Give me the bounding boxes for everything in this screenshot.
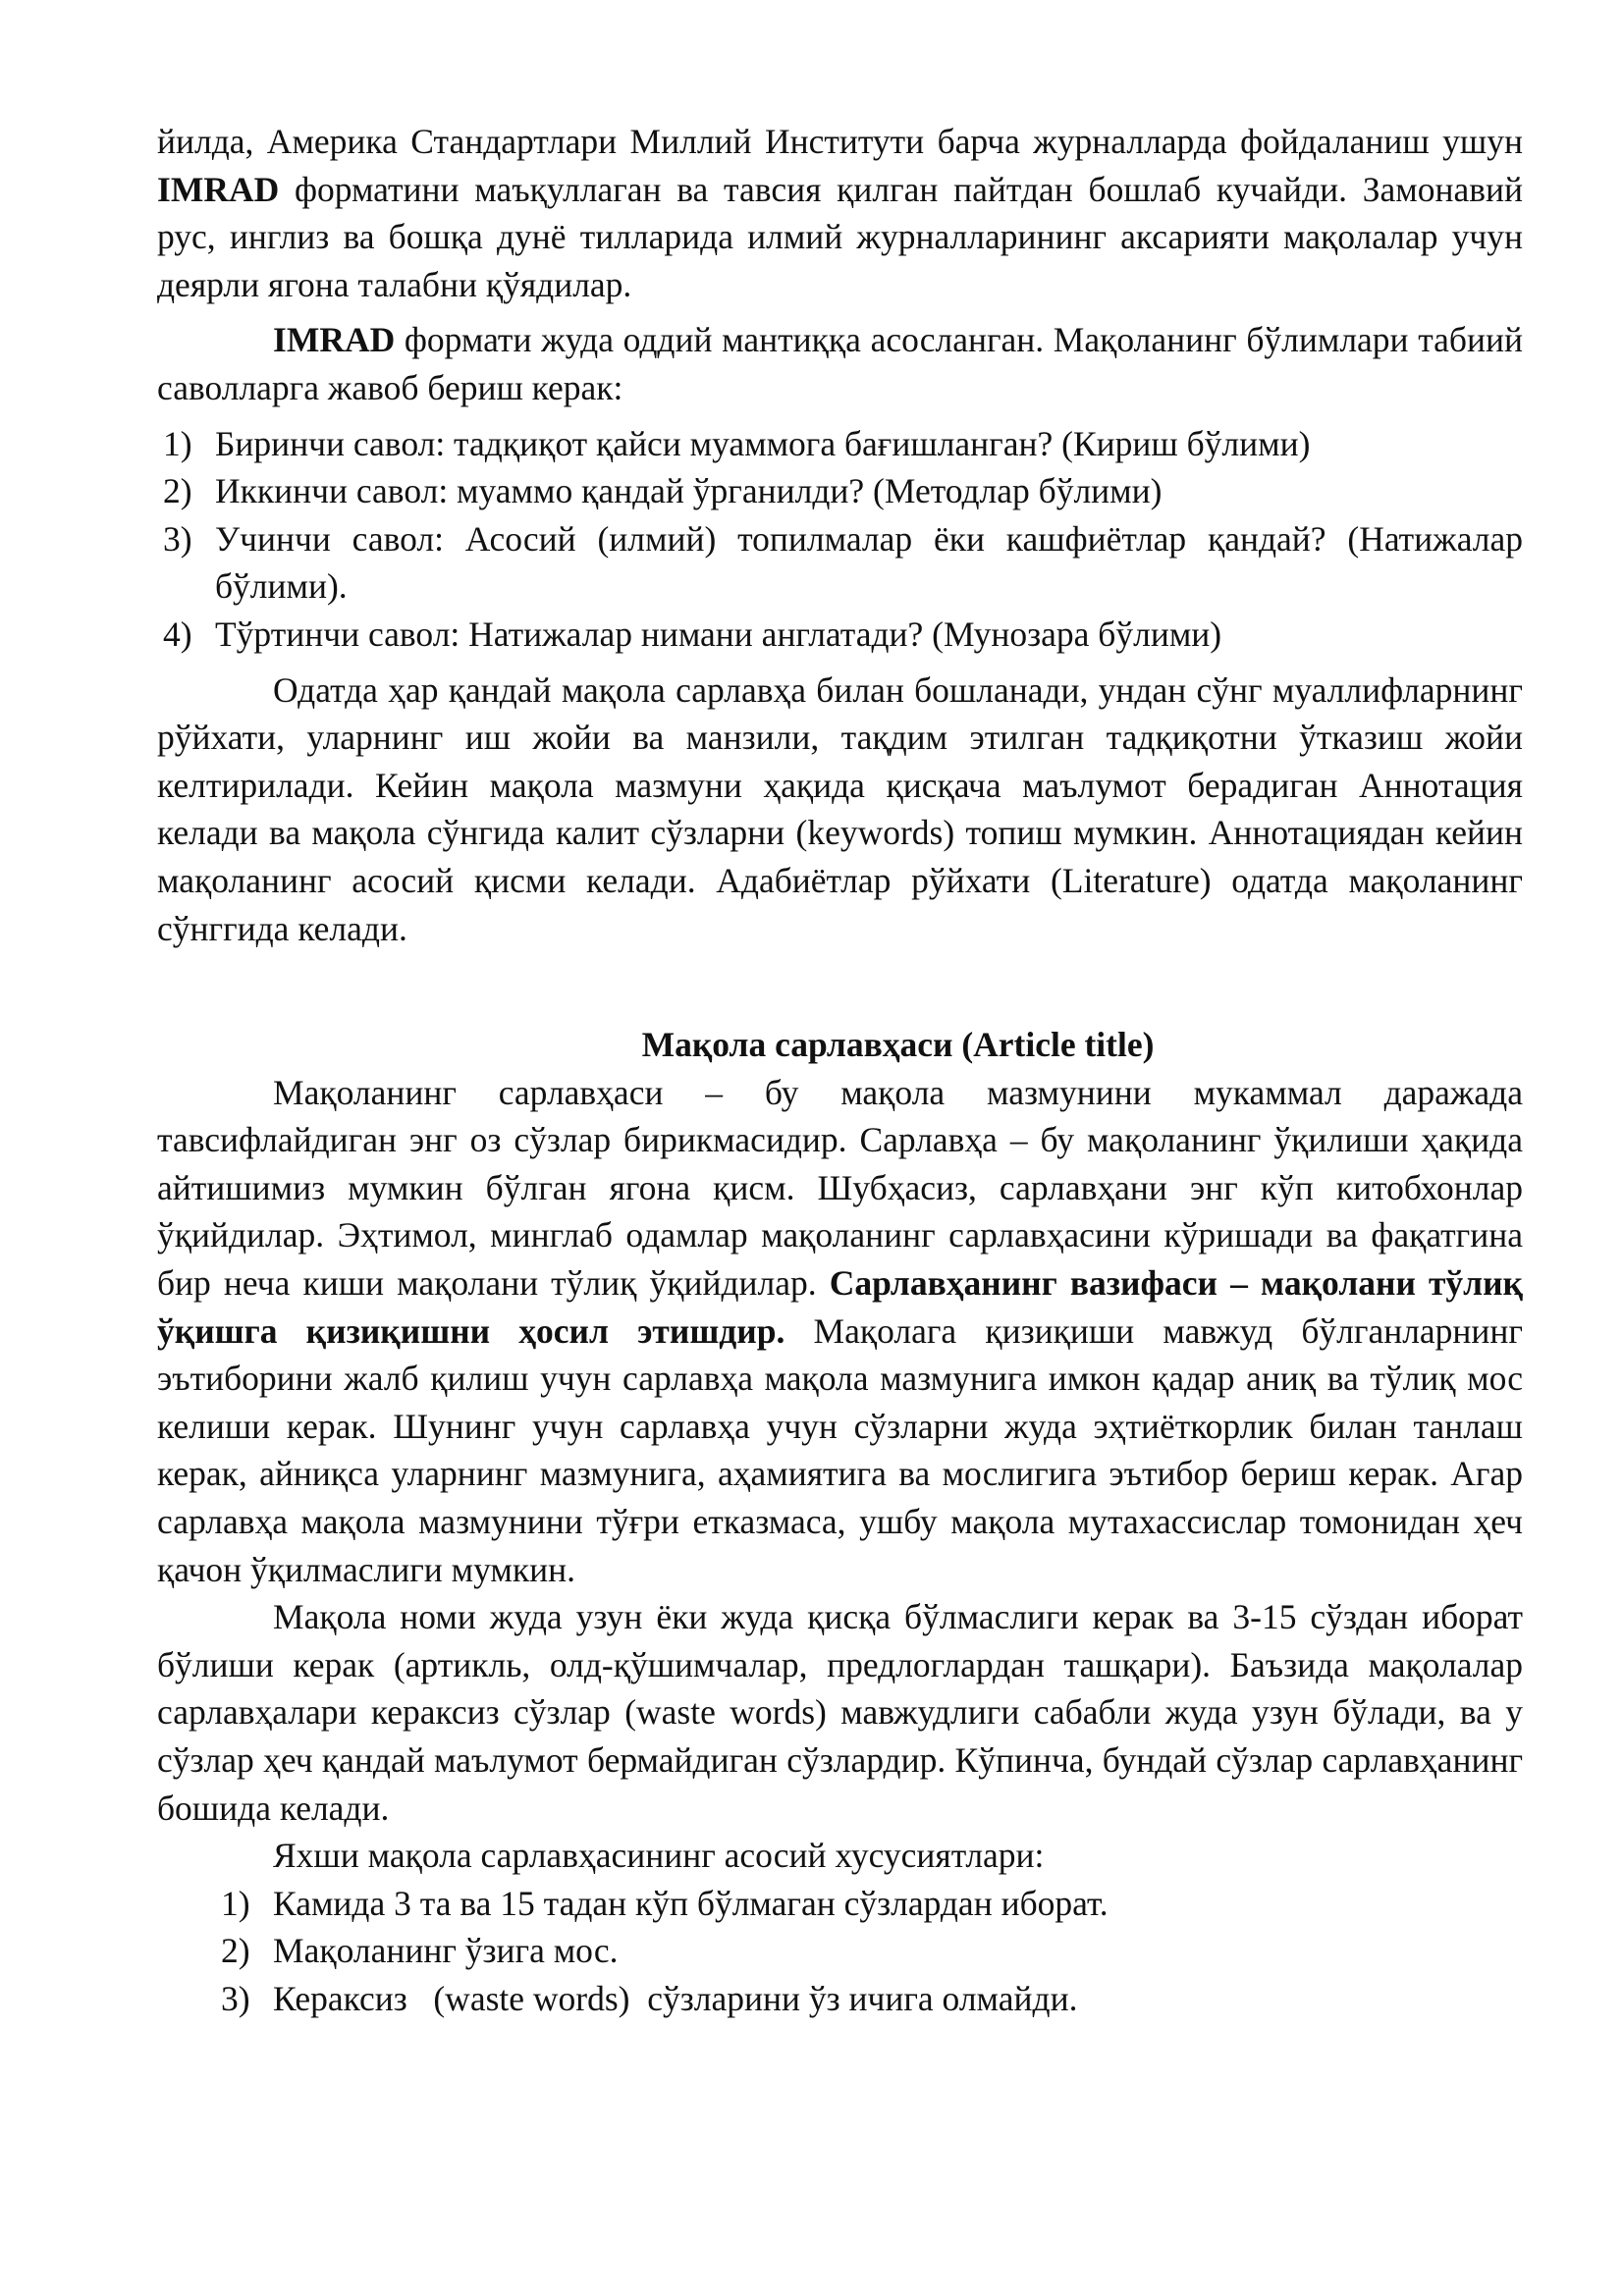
list-item-text: Кераксиз (waste words) сўзларини ўз ичига олмайди.	[273, 1978, 1078, 2018]
paragraph-text: Мақолага қизиқиши мавжуд бўлганларнинг эътиборини жалб қилиш учун сарлавҳа мақола мазмунига имкон қадар аниқ ва тўлиқ мос келиши керак. Шунинг учун сарлавҳа учун сўзларни жуда эҳтиёткорлик билан танлаш керак, айниқса уларнинг мазмунига, аҳамиятига ва мослигига эътибор бериш керак. Агар сарлавҳа мақола мазмунини тўғри етказмаса, ушбу мақола мутахассислар томонидан ҳеч қачон ўқилмаслиги мумкин.	[157, 1310, 1523, 1589]
list-item	[157, 1927, 1523, 1975]
list-item	[157, 420, 1523, 468]
paragraph-title-definition	[157, 1069, 1523, 1594]
list-number: 4)	[163, 614, 192, 654]
list-item-text: Иккинчи савол: муаммо қандай ўрганилди? (Методлар бўлими)	[215, 471, 1163, 511]
paragraph-text: форматини маъқуллаган ва тавсия қилган пайтдан бошлаб кучайди. Замонавий рус, инглиз ва бошқа дунё тилларида илмий журналларининг аксарияти мақолалар учун деярли ягона талабни қўядилар.	[157, 169, 1523, 304]
paragraph-article-structure: Одатда ҳар қандай мақола сарлавҳа билан бошланади, ундан сўнг муаллифларнинг рўйхати, уларнинг иш жойи ва манзили, тақдим этилган тадқиқотни ўтказиш жойи келтирилади. Кейин мақола мазмуни ҳақида қисқача маълумот берадиган Аннотация келади ва мақола сўнгида калит сўзларни (keywords) топиш мумкин. Аннотациядан кейин мақоланинг асосий қисми келади. Адабиётлар рўйхати (Literature) одатда мақоланинг сўнггида келади.	[157, 669, 1523, 948]
paragraph-text: формати жуда оддий мантиққа асосланган. Мақоланинг бўлимлари табиий саволларга жавоб бериш керак:	[157, 320, 1523, 407]
list-item-text: Камида 3 та ва 15 тадан кўп бўлмаган сўзлардан иборат.	[273, 1883, 1109, 1923]
list-item-text: Мақоланинг ўзига мос.	[273, 1931, 619, 1971]
list-item	[157, 515, 1523, 611]
list-item	[157, 1975, 1523, 2023]
paragraph-features-intro: Яхши мақола сарлавҳасининг асосий хусусиятлари:	[273, 1836, 1045, 1876]
list-item-text: Тўртинчи савол: Натижалар нимани англатади? (Мунозара бўлими)	[215, 614, 1222, 654]
document-body	[157, 118, 1523, 2023]
section-heading: Мақола сарлавҳаси (Article title)	[641, 1025, 1155, 1065]
list-number: 2)	[221, 1931, 250, 1971]
list-number: 1)	[221, 1883, 250, 1923]
list-item-text: Биринчи савол: тадқиқот қайси муаммога бағишланган? (Кириш бўлими)	[215, 423, 1311, 463]
paragraph-imrad-history	[157, 118, 1523, 308]
list-item	[157, 1880, 1523, 1928]
paragraph-text: Мақоланинг сарлавҳаси – бу мақола мазмунини мукаммал даражада тавсифлайдиган энг оз сўзлар бирикмасидир. Сарлавҳа – бу мақоланинг ўқилиши ҳақида айтишимиз мумкин бўлган ягона қисм. Шубҳасиз, сарлавҳани энг кўп китобхонлар ўқийдилар. Эҳтимол, минглаб одамлар мақоланинг сарлавҳасини кўришади ва фақатгина бир неча киши мақолани тўлиқ ўқийдилар.	[157, 1072, 1523, 1304]
paragraph-text: йилда, Америка Стандартлари Миллий Институти барча журналларда фойдаланиш ушун	[157, 122, 1523, 161]
paragraph-imrad-logic	[157, 316, 1523, 411]
questions-list	[157, 420, 1523, 659]
list-item	[157, 611, 1523, 659]
bold-term-imrad: IMRAD	[273, 320, 396, 360]
features-list	[157, 1880, 1523, 2023]
bold-statement: Сарлавҳанинг вазифаси – мақолани тўлиқ ўқишга қизиқишни ҳосил этишдир.	[157, 1263, 1523, 1351]
list-item	[157, 467, 1523, 515]
list-number: 3)	[221, 1978, 250, 2018]
list-number: 3)	[163, 518, 192, 559]
list-number: 1)	[163, 423, 192, 463]
paragraph-title-length: Мақола номи жуда узун ёки жуда қисқа бўлмаслиги керак ва 3-15 сўздан иборат бўлиши керак (артикль, олд-қўшимчалар, предлоглардан ташқари). Баъзида мақолалар сарлавҳалари кераксиз сўзлар (waste words) мавжудлиги сабабли жуда узун бўлади, ва у сўзлар ҳеч қандай маълумот бермайдиган сўзлардир. Кўпинча, бундай сўзлар сарлавҳанинг бошида келади.	[157, 1597, 1523, 1828]
bold-term-imrad: IMRAD	[157, 169, 280, 209]
list-number: 2)	[163, 471, 192, 511]
list-item-text: Учинчи савол: Асосий (илмий) топилмалар ёки кашфиётлар қандай? (Натижалар бўлими).	[215, 518, 1523, 607]
